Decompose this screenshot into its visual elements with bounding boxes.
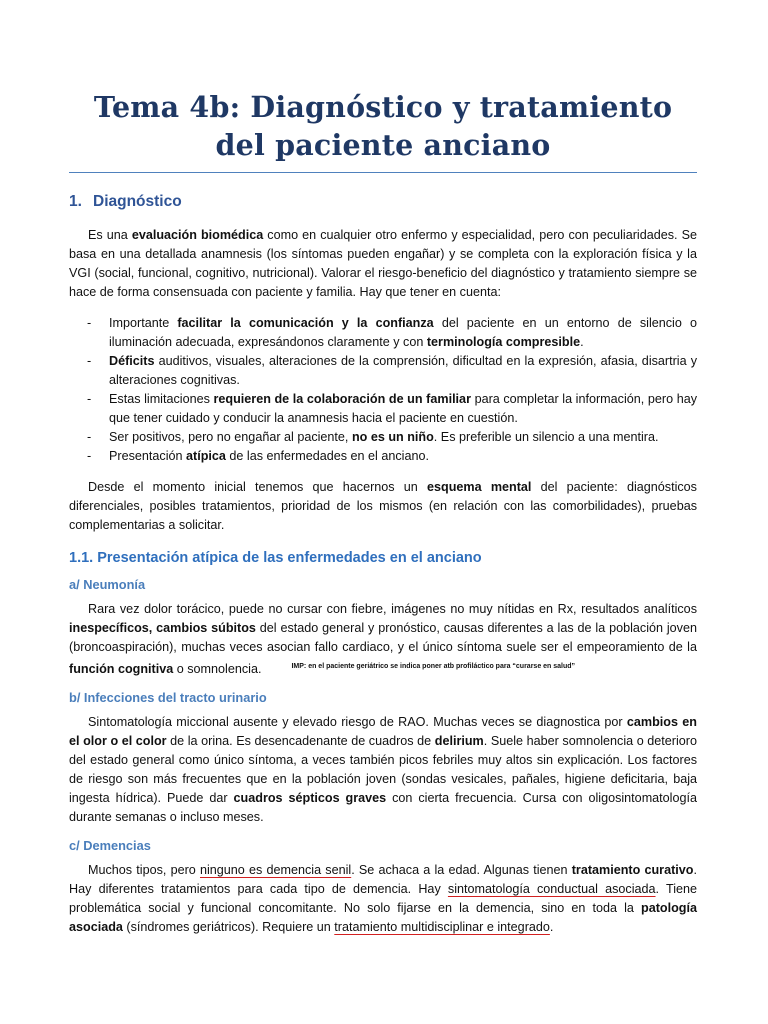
text-run: para completar la información, pero hay que tener cuidado y conducir la anamnesis hacia el paciente en cuestión. <box>109 392 697 425</box>
section-1-intro-paragraph <box>69 226 697 302</box>
bold-text: patología asociada <box>69 901 697 934</box>
bold-text: facilitar la comunicación y la confianza <box>177 316 434 330</box>
underlined-text: tratamiento multidisciplinar e integrado <box>334 920 550 934</box>
bold-text: tratamiento curativo <box>571 863 694 877</box>
subsection-neumonia-heading: a/ Neumonía <box>69 577 146 592</box>
text-run: Muchos tipos, pero <box>88 863 200 877</box>
bold-text: atípica <box>186 449 226 463</box>
bold-text: inespecíficos, cambios súbitos <box>69 621 256 635</box>
title-line-2: del paciente anciano <box>215 128 551 162</box>
section-1-heading <box>69 192 697 212</box>
dash-bullet: - <box>87 354 92 368</box>
list-item <box>87 390 697 428</box>
text-run: . Hay diferentes tratamientos para cada tipo de demencia. Hay <box>69 863 697 896</box>
subsection-demencias-heading: c/ Demencias <box>69 838 151 853</box>
text-run: del paciente en un entorno de silencio o iluminación adecuada, expresándonos claramente y con <box>109 316 698 349</box>
text-run: . Se achaca a la edad. Algunas tienen <box>351 863 572 877</box>
dash-bullet: - <box>87 392 92 406</box>
itu-paragraph <box>69 713 697 827</box>
text-run: Ser positivos, pero no engañar al paciente, <box>109 430 352 444</box>
section-1-closing-paragraph <box>69 478 697 535</box>
text-run: (síndromes geriátricos). Requiere un <box>122 920 335 934</box>
text-run: del estado general y pronóstico, causas diferentes a las de la población joven (broncoaspiración), muchas veces asocian fallo cardiaco, y el único síntoma suele ser el empeoramiento de la <box>69 621 697 654</box>
text-run: . Suele haber somnolencia o deterioro del estado general como único síntoma, a veces también picos febriles muy altos sin explicación. Los factores de riesgo son más frecuentes que en la población joven (sondas vesicales, pañales, higiene deficitaria, baja ingesta hídrica). Puede dar <box>69 734 697 805</box>
text-run: . <box>549 920 554 934</box>
dash-bullet: - <box>87 430 92 444</box>
section-1-number: 1. <box>69 193 82 210</box>
text-run: Presentación <box>109 449 187 463</box>
section-1-title: Diagnóstico <box>93 193 182 210</box>
title-line-1: Tema 4b: Diagnóstico y tratamiento <box>93 90 673 124</box>
text-run: . <box>580 335 584 349</box>
considerations-list <box>69 314 697 466</box>
bold-text: esquema mental <box>427 480 532 494</box>
title-divider <box>69 172 697 173</box>
text-run: Sintomatología miccional ausente y elevado riesgo de RAO. Muchas veces se diagnostica por <box>88 715 627 729</box>
text-run: auditivos, visuales, alteraciones de la comprensión, dificultad en la expresión, afasia, disartria y alteraciones cognitivas. <box>109 354 697 387</box>
list-item <box>87 428 697 447</box>
text-run: . Tiene problemática social y funcional concomitante. No solo fijarse en la demencia, sino en toda la <box>69 882 697 915</box>
demencias-paragraph <box>69 861 697 937</box>
bold-text: delirium <box>434 734 484 748</box>
text-run: como en cualquier otro enfermo y especialidad, pero con peculiaridades. Se basa en una detallada anamnesis (los síntomas pueden engañar) y se completa con la exploración física y la VGI (social, funcional, cognitivo, nutricional). Valorar el riesgo-beneficio del diagnóstico y tratamiento siempre se hace de forma consensuada con paciente y familia. Hay que tener en cuenta: <box>69 228 697 299</box>
bold-text: Déficits <box>109 354 155 368</box>
bold-text: evaluación biomédica <box>131 228 264 242</box>
bold-text: terminología compresible <box>426 335 581 349</box>
section-1-1-heading: 1.1. Presentación atípica de las enfermedades en el anciano <box>69 550 482 566</box>
bold-text: requieren de la colaboración de un familiar <box>213 392 471 406</box>
text-run: de la orina. Es desencadenante de cuadros de <box>166 734 435 748</box>
dash-bullet: - <box>87 316 92 330</box>
text-run: Estas limitaciones <box>109 392 214 406</box>
subsection-itu-heading: b/ Infecciones del tracto urinario <box>69 690 267 705</box>
bold-text: función cognitiva <box>69 662 174 676</box>
list-item <box>87 314 698 352</box>
text-run: Rara vez dolor torácico, puede no cursar con fiebre, imágenes no muy nítidas en Rx, resultados analíticos <box>88 602 697 616</box>
text-run: con cierta frecuencia. Cursa con oligosintomatología durante semanas o incluso meses. <box>69 791 697 824</box>
underlined-text: sintomatología conductual asociada <box>447 882 656 896</box>
text-run: . Es preferible un silencio a una mentira. <box>433 430 659 444</box>
page-title <box>69 0 697 164</box>
neumonia-paragraph <box>69 600 697 679</box>
dash-bullet: - <box>87 449 92 463</box>
text-run: de las enfermedades en el anciano. <box>225 449 429 463</box>
bold-text: cambios en el olor o el color <box>69 715 697 748</box>
text-run: Desde el momento inicial tenemos que hacernos un <box>88 480 428 494</box>
underlined-text: ninguno es demencia senil <box>199 863 352 877</box>
list-item <box>87 447 697 466</box>
text-run: del paciente: diagnósticos diferenciales, posibles tratamientos, prioridad de los mismos (en relación con las comorbilidades), pruebas complementarias a solicitar. <box>69 480 697 532</box>
text-run: Importante <box>109 316 178 330</box>
text-run: o somnolencia. <box>173 662 262 676</box>
text-run: Es una <box>88 228 132 242</box>
list-item <box>87 352 697 390</box>
bold-text: no es un niño <box>351 430 434 444</box>
annotation-note: IMP: en el paciente geriátrico se indica poner atb profiláctico para “curarse en salud” <box>291 663 576 670</box>
bold-text: cuadros sépticos graves <box>233 791 387 805</box>
